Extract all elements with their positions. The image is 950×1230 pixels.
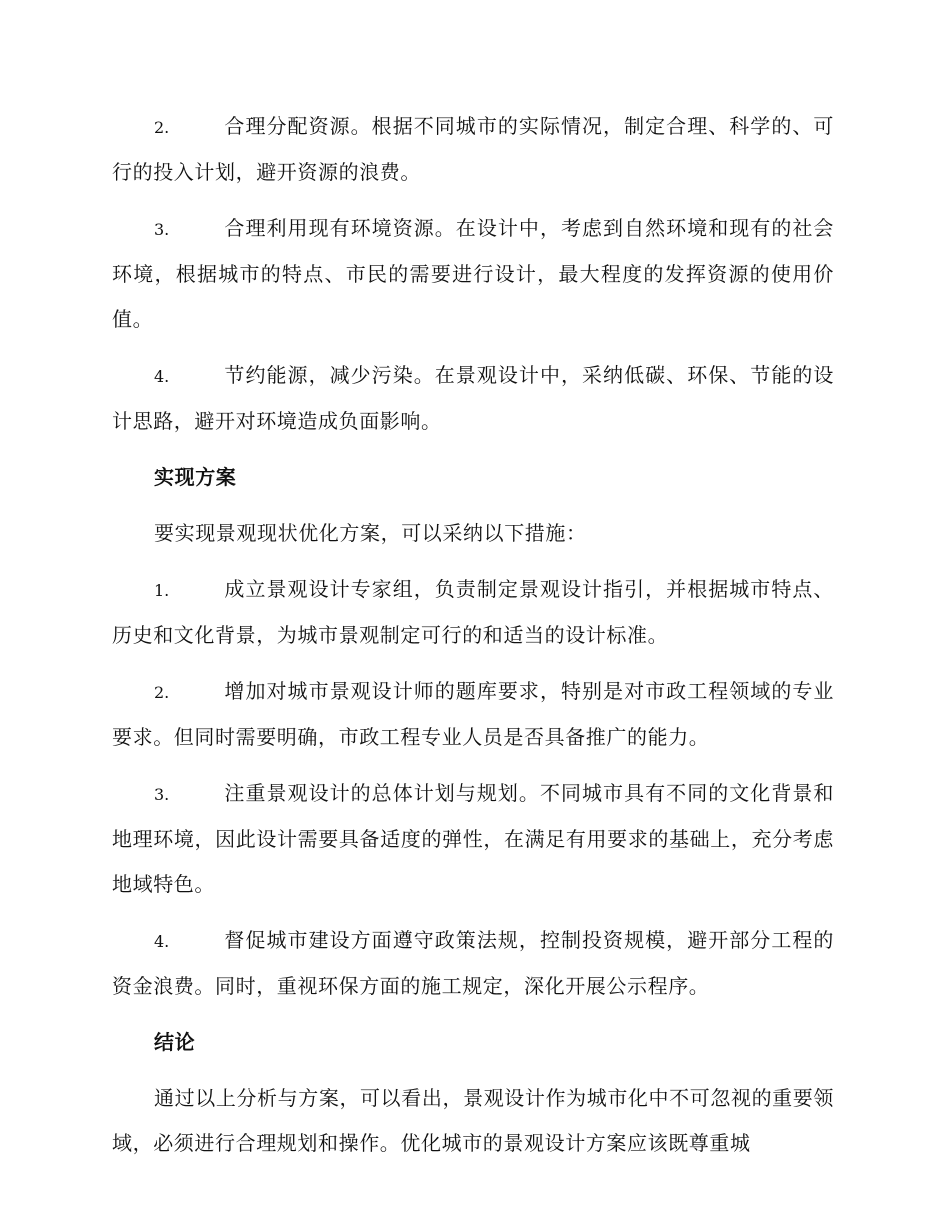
implementation-item-2	[112, 669, 834, 760]
list-item-text: 合理利用现有环境资源。在设计中，考虑到自然环境和现有的社会环境，根据城市的特点、市民的需要进行设计，最大程度的发挥资源的使用价值。	[112, 216, 834, 331]
implementation-intro: 要实现景观现状优化方案，可以采纳以下措施：	[154, 521, 587, 545]
list-number: 3.	[154, 785, 170, 804]
list-number: 1.	[154, 581, 170, 600]
implementation-item-4	[112, 918, 834, 1009]
list-item-text: 成立景观设计专家组，负责制定景观设计指引，并根据城市特点、历史和文化背景，为城市景观制定可行的和适当的设计标准。	[112, 577, 834, 647]
implementation-item-3	[112, 771, 834, 907]
list-item-text: 注重景观设计的总体计划与规划。不同城市具有不同的文化背景和地理环境，因此设计需要具备适度的弹性，在满足有用要求的基础上，充分考虑地域特色。	[112, 781, 834, 896]
list-item-text: 节约能源，减少污染。在景观设计中，采纳低碳、环保、节能的设计思路，避开对环境造成负面影响。	[112, 363, 834, 433]
list-number: 4.	[154, 367, 170, 386]
document-body	[112, 104, 834, 1177]
list-number: 2.	[154, 683, 170, 702]
list-number: 2.	[154, 118, 170, 137]
list-item-text: 合理分配资源。根据不同城市的实际情况，制定合理、科学的、可行的投入计划，避开资源的浪费。	[112, 114, 834, 184]
principle-item-2	[112, 104, 834, 195]
list-number: 3.	[154, 220, 170, 239]
section-heading-implementation: 实现方案	[154, 465, 237, 489]
list-number: 4.	[154, 932, 170, 951]
principle-item-3	[112, 206, 834, 342]
list-item-text: 督促城市建设方面遵守政策法规，控制投资规模，避开部分工程的资金浪费。同时，重视环保方面的施工规定，深化开展公示程序。	[112, 928, 834, 998]
implementation-item-1	[112, 567, 834, 658]
conclusion-text: 通过以上分析与方案，可以看出，景观设计作为城市化中不可忽视的重要领域，必须进行合理规划和操作。优化城市的景观设计方案应该既尊重城	[112, 1086, 834, 1155]
section-heading-conclusion: 结论	[154, 1030, 196, 1054]
list-item-text: 增加对城市景观设计师的题库要求，特别是对市政工程领域的专业要求。但同时需要明确，市政工程专业人员是否具备推广的能力。	[112, 679, 834, 749]
principle-item-4	[112, 353, 834, 444]
